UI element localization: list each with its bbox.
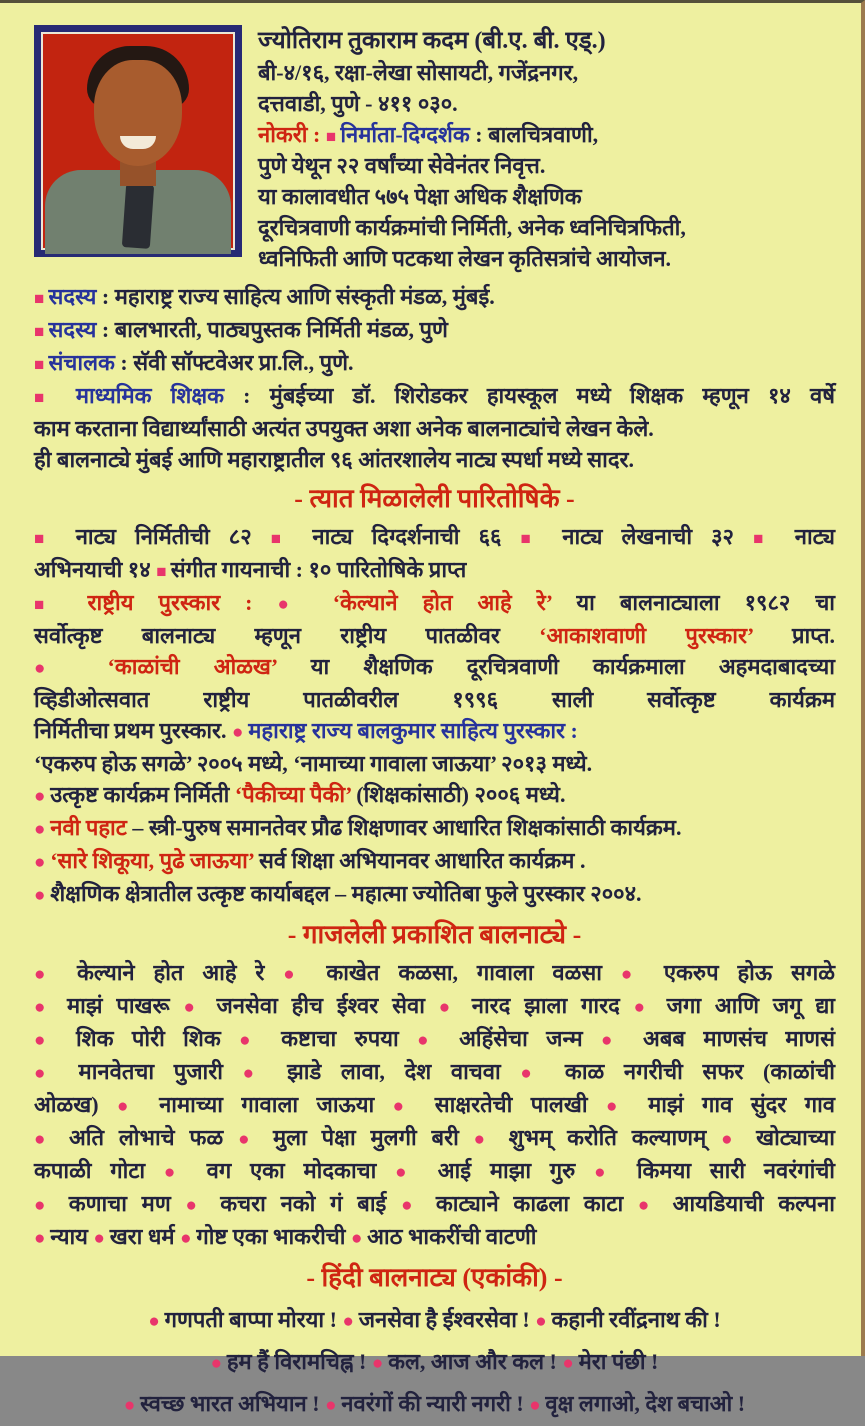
text-segment: नोकरी : xyxy=(258,122,326,147)
text-segment: मुला पेक्षा मुलगी बरी xyxy=(273,1125,474,1150)
text-segment: अहिंसेचा जन्म xyxy=(459,1026,602,1051)
text-segment: काट्याने काढला काटा xyxy=(435,1191,638,1216)
dot-bullet-icon: ● xyxy=(529,1395,546,1416)
dot-bullet-icon: ● xyxy=(392,1096,435,1117)
text-segment: केल्याने होत आहे रे xyxy=(77,960,284,985)
text-segment: नाट्य xyxy=(794,524,836,549)
text-segment: ‘सारे शिकूया, पुढे जाऊया’ xyxy=(50,848,255,873)
text-segment: स्वच्छ भारत अभियान ! xyxy=(140,1391,326,1416)
dot-bullet-icon: ● xyxy=(148,1311,165,1332)
dot-bullet-icon: ● xyxy=(232,722,249,743)
text-segment: खोट्याच्या xyxy=(756,1125,835,1150)
dot-bullet-icon: ● xyxy=(34,819,51,840)
text-segment: कपाळी गोटा xyxy=(34,1158,164,1183)
dot-bullet-icon: ● xyxy=(163,1162,207,1183)
text-segment: कणाचा मण xyxy=(68,1191,186,1216)
dot-bullet-icon: ● xyxy=(633,997,667,1018)
text-segment: न्याय xyxy=(50,1224,94,1249)
text-segment: जनसेवा है ईश्वरसेवा ! xyxy=(358,1307,536,1332)
text-segment: पुणे येथून २२ वर्षांच्या सेवेनंतर निवृत्त. xyxy=(258,153,546,178)
square-bullet-icon: ■ xyxy=(34,595,88,614)
dot-bullet-icon: ● xyxy=(473,1129,509,1150)
text-line xyxy=(34,587,835,620)
text-line xyxy=(34,957,835,990)
text-segment: नामाच्या गावाला जाऊया xyxy=(159,1092,393,1117)
text-segment: व्हिडीओत्सवात राष्ट्रीय पातळीवरील १९९६ साली सर्वोत्कृष्ट कार्यक्रम xyxy=(34,687,835,712)
text-segment: या कालावधीत ५७५ पेक्षा अधिक शैक्षणिक xyxy=(258,184,582,209)
text-segment: ‘केल्याने होत आहे रे’ xyxy=(332,590,553,615)
square-bullet-icon: ■ xyxy=(34,388,76,407)
text-line xyxy=(34,1023,835,1056)
text-line xyxy=(34,812,835,845)
square-bullet-icon: ■ xyxy=(156,562,171,581)
dot-bullet-icon: ● xyxy=(34,1030,76,1051)
dot-bullet-icon: ● xyxy=(34,1195,69,1216)
dot-bullet-icon: ● xyxy=(183,997,217,1018)
header-row xyxy=(34,25,835,275)
text-segment: ‘पैकीच्या पैकी’ xyxy=(234,782,352,807)
text-segment: निर्माता-दिग्दर्शक xyxy=(340,122,470,147)
text-segment: मेरा पंछी ! xyxy=(578,1349,659,1374)
text-line xyxy=(34,1089,835,1122)
text-line xyxy=(34,444,835,475)
text-segment: माझं पाखरू xyxy=(66,993,184,1018)
dot-bullet-icon: ● xyxy=(34,1228,51,1249)
dot-bullet-icon: ● xyxy=(34,658,108,679)
text-segment: सर्वोत्कृष्ट बालनाट्य म्हणून राष्ट्रीय पातळीवर xyxy=(34,623,540,648)
text-segment: काखेत कळसा, गावाला वळसा xyxy=(326,960,621,985)
text-segment: या शैक्षणिक दूरचित्रवाणी कार्यक्रमाला अहमदाबादच्या xyxy=(277,654,835,679)
square-bullet-icon: ■ xyxy=(325,127,341,146)
text-line xyxy=(34,1221,835,1254)
dot-bullet-icon: ● xyxy=(283,964,327,985)
text-line xyxy=(34,281,835,314)
text-segment: : सॅवी सॉफ्टवेअर प्रा.लि., पुणे. xyxy=(114,350,354,375)
dot-bullet-icon: ● xyxy=(721,1129,757,1150)
dot-bullet-icon: ● xyxy=(438,997,472,1018)
square-bullet-icon: ■ xyxy=(34,529,76,548)
dot-bullet-icon: ● xyxy=(34,786,51,807)
text-line xyxy=(34,684,835,715)
text-segment: ज्योतिराम तुकाराम कदम (बी.ए. बी. एड्.) xyxy=(258,28,606,54)
text-line xyxy=(258,58,835,89)
dot-bullet-icon: ● xyxy=(210,1353,227,1374)
text-line xyxy=(34,620,835,651)
text-segment: अबब माणसंच माणसं xyxy=(643,1026,835,1051)
text-segment: गोष्ट एका भाकरीची xyxy=(196,1224,351,1249)
text-segment: ‘काळांची ओळख’ xyxy=(107,654,278,679)
dot-bullet-icon: ● xyxy=(34,885,51,906)
text-segment: : बालचित्रवाणी, xyxy=(469,122,599,147)
text-line xyxy=(34,1300,835,1342)
dot-bullet-icon: ● xyxy=(123,1395,141,1416)
text-segment: या बालनाट्याला १९८२ चा xyxy=(552,590,835,615)
dot-bullet-icon: ● xyxy=(34,964,78,985)
text-segment: अभिनयाची १४ xyxy=(34,557,157,582)
text-segment: नारद झाला गारद xyxy=(471,993,634,1018)
text-line xyxy=(258,244,835,275)
text-line xyxy=(34,715,835,748)
text-segment: आयडियाची कल्पना xyxy=(672,1191,836,1216)
text-segment: नाट्य निर्मितीची ८२ xyxy=(75,524,271,549)
text-segment: जनसेवा हीच ईश्वर सेवा xyxy=(216,993,439,1018)
text-line xyxy=(258,27,835,58)
text-line xyxy=(34,347,835,380)
text-segment: वृक्ष लगाओ, देश बचाओ ! xyxy=(545,1391,746,1416)
text-segment: सदस्य xyxy=(48,284,97,309)
profile-info xyxy=(258,25,835,275)
square-bullet-icon: ■ xyxy=(270,529,313,548)
dot-bullet-icon: ● xyxy=(34,852,51,873)
dot-bullet-icon: ● xyxy=(34,997,67,1018)
square-bullet-icon: ■ xyxy=(520,529,563,548)
text-line xyxy=(34,1188,835,1221)
text-segment: कचरा नको गं बाई xyxy=(220,1191,402,1216)
text-line xyxy=(34,1056,835,1089)
text-segment: कष्टाचा रुपया xyxy=(281,1026,418,1051)
square-bullet-icon: ■ xyxy=(34,322,49,341)
text-segment: साक्षरतेची पालखी xyxy=(434,1092,606,1117)
text-segment: ‘एकरुप होऊ सगळे’ २००५ मध्ये, ‘नामाच्या गावाला जाऊया’ २०१३ मध्ये. xyxy=(34,751,593,776)
text-segment: हम हैं विरामचिह्न ! xyxy=(226,1349,372,1374)
hindi-plays-list xyxy=(34,1300,835,1426)
text-segment: निर्मितीचा प्रथम पुरस्कार. xyxy=(34,718,233,743)
dot-bullet-icon: ● xyxy=(325,1395,342,1416)
text-line xyxy=(34,651,835,684)
text-segment: प्राप्त. xyxy=(753,623,835,648)
dot-bullet-icon: ● xyxy=(395,1162,438,1183)
text-segment: कहानी रवींद्रनाथ की ! xyxy=(551,1307,721,1332)
dot-bullet-icon: ● xyxy=(238,1129,274,1150)
text-segment: नवरंगों की न्यारी नगरी ! xyxy=(341,1391,530,1416)
dot-bullet-icon: ● xyxy=(371,1353,389,1374)
text-segment: ही बालनाट्ये मुंबई आणि महाराष्ट्रातील ९६ आंतरशालेय नाट्य स्पर्धा मध्ये सादर. xyxy=(34,447,635,472)
text-segment: ‘आकाशवाणी पुरस्कार’ xyxy=(539,623,754,648)
awards-section xyxy=(34,482,835,911)
text-segment: अति लोभाचे फळ xyxy=(68,1125,239,1150)
text-segment: – स्त्री-पुरुष समानतेवर प्रौढ शिक्षणावर आधारित शिक्षकांसाठी कार्यक्रम. xyxy=(126,815,682,840)
text-segment: ओळख) xyxy=(34,1092,117,1117)
text-segment: वग एका मोदकाचा xyxy=(206,1158,396,1183)
text-line xyxy=(34,413,835,444)
text-line xyxy=(34,1122,835,1155)
dot-bullet-icon: ● xyxy=(350,1228,368,1249)
square-bullet-icon: ■ xyxy=(34,289,49,308)
text-segment: काम करताना विद्यार्थ्यांसाठी अत्यंत उपयुक्त अशा अनेक बालनाट्यांचे लेखन केले. xyxy=(34,416,654,441)
dot-bullet-icon: ● xyxy=(601,1030,644,1051)
text-segment: सर्व शिक्षा अभियानवर आधारित कार्यक्रम . xyxy=(254,848,586,873)
square-bullet-icon: ■ xyxy=(753,529,795,548)
text-line xyxy=(258,213,835,244)
dot-bullet-icon: ● xyxy=(620,964,664,985)
text-segment: नाट्य लेखनाची ३२ xyxy=(562,524,754,549)
text-line xyxy=(34,845,835,878)
awards-list xyxy=(34,521,835,911)
text-line xyxy=(34,314,835,347)
text-segment: नवी पहाट xyxy=(50,815,127,840)
plays-list xyxy=(34,957,835,1254)
hindi-plays-section-title: - हिंदी बालनाट्य (एकांकी) - xyxy=(306,1263,563,1292)
text-line xyxy=(258,182,835,213)
text-segment: राष्ट्रीय पुरस्कार : xyxy=(87,590,278,615)
dot-bullet-icon: ● xyxy=(185,1195,221,1216)
text-segment: महाराष्ट्र राज्य बालकुमार साहित्य पुरस्कार : xyxy=(248,718,578,743)
dot-bullet-icon: ● xyxy=(535,1311,552,1332)
text-line xyxy=(34,521,835,554)
text-segment: जगा आणि जगू द्या xyxy=(666,993,836,1018)
dot-bullet-icon: ● xyxy=(116,1096,160,1117)
text-segment: : मुंबईच्या डॉ. शिरोडकर हायस्कूल मध्ये शिक्षक म्हणून १४ वर्षे xyxy=(224,383,835,408)
text-segment: माध्यमिक शिक्षक xyxy=(75,383,224,408)
text-segment: खरा धर्म xyxy=(109,1224,181,1249)
dot-bullet-icon: ● xyxy=(277,594,333,615)
text-segment: संगीत गायनाची : १० पारितोषिके प्राप्त xyxy=(170,557,467,582)
text-line xyxy=(258,120,835,151)
square-bullet-icon: ■ xyxy=(34,355,49,374)
text-segment: झाडे लावा, देश वाचवा xyxy=(287,1059,521,1084)
text-segment: (शिक्षकांसाठी) २००६ मध्ये. xyxy=(351,782,566,807)
text-line xyxy=(34,380,835,413)
text-segment: किमया सारी नवरंगांची xyxy=(636,1158,835,1183)
text-segment: गणपती बाप्पा मोरया ! xyxy=(164,1307,343,1332)
dot-bullet-icon: ● xyxy=(34,1129,69,1150)
text-line xyxy=(34,990,835,1023)
bio-details xyxy=(34,281,835,475)
plays-section xyxy=(34,918,835,1254)
text-segment: बी-४/१६, रक्षा-लेखा सोसायटी, गजेंद्रनगर, xyxy=(258,60,579,85)
person-illustration xyxy=(41,32,235,250)
text-segment: उत्कृष्ट कार्यक्रम निर्मिती xyxy=(50,782,235,807)
text-segment: मानवेतचा पुजारी xyxy=(78,1059,243,1084)
dot-bullet-icon: ● xyxy=(520,1063,565,1084)
dot-bullet-icon: ● xyxy=(401,1195,436,1216)
text-line xyxy=(34,878,835,911)
text-segment: एकरुप होऊ सगळे xyxy=(663,960,836,985)
text-segment: काळ नगरीची सफर (काळांची xyxy=(564,1059,836,1084)
text-segment: संचालक xyxy=(48,350,115,375)
text-line xyxy=(34,1155,835,1188)
dot-bullet-icon: ● xyxy=(242,1063,288,1084)
text-segment: : महाराष्ट्र राज्य साहित्य आणि संस्कृती मंडळ, मुंबई. xyxy=(96,284,495,309)
dot-bullet-icon: ● xyxy=(93,1228,110,1249)
text-line xyxy=(34,1342,835,1384)
text-line xyxy=(258,151,835,182)
hindi-plays-section xyxy=(34,1261,835,1426)
text-line xyxy=(34,1384,835,1426)
text-segment: शुभम् करोति कल्याणम् xyxy=(508,1125,722,1150)
dot-bullet-icon: ● xyxy=(342,1311,359,1332)
dot-bullet-icon: ● xyxy=(637,1195,673,1216)
text-segment: दत्तवाडी, पुणे - ४११ ०३०. xyxy=(258,91,458,116)
dot-bullet-icon: ● xyxy=(180,1228,197,1249)
text-line xyxy=(34,554,835,587)
text-line xyxy=(34,779,835,812)
text-line xyxy=(258,89,835,120)
text-segment: आई माझा गुरु xyxy=(437,1158,595,1183)
text-segment: दूरचित्रवाणी कार्यक्रमांची निर्मिती, अनेक ध्वनिचित्रफिती, xyxy=(258,215,686,240)
text-segment: कल, आज और कल ! xyxy=(388,1349,563,1374)
face-shape xyxy=(94,60,182,166)
dot-bullet-icon: ● xyxy=(562,1353,579,1374)
dot-bullet-icon: ● xyxy=(605,1096,649,1117)
text-segment: शिक पोरी शिक xyxy=(75,1026,240,1051)
text-segment: सदस्य xyxy=(48,317,97,342)
text-segment: माझं गाव सुंदर गाव xyxy=(648,1092,836,1117)
text-line xyxy=(34,748,835,779)
dot-bullet-icon: ● xyxy=(34,1063,79,1084)
awards-section-title: - त्यात मिळालेली पारितोषिके - xyxy=(294,484,575,513)
text-segment: आठ भाकरींची वाटणी xyxy=(367,1224,537,1249)
text-segment: ध्वनिफिती आणि पटकथा लेखन कृतिसत्रांचे आयोजन. xyxy=(258,246,672,271)
text-segment: शैक्षणिक क्षेत्रातील उत्कृष्ट कार्याबद्दल – महात्मा ज्योतिबा फुले पुरस्कार २००४. xyxy=(50,881,642,906)
portrait-photo xyxy=(34,25,242,257)
dot-bullet-icon: ● xyxy=(594,1162,637,1183)
text-segment: नाट्य दिग्दर्शनाची ६६ xyxy=(312,524,521,549)
dot-bullet-icon: ● xyxy=(239,1030,282,1051)
plays-section-title: - गाजलेली प्रकाशित बालनाट्ये - xyxy=(287,920,582,949)
tie-shape xyxy=(122,183,154,249)
dot-bullet-icon: ● xyxy=(417,1030,460,1051)
text-segment: : बालभारती, पाठ्यपुस्तक निर्मिती मंडळ, पुणे xyxy=(96,317,448,342)
